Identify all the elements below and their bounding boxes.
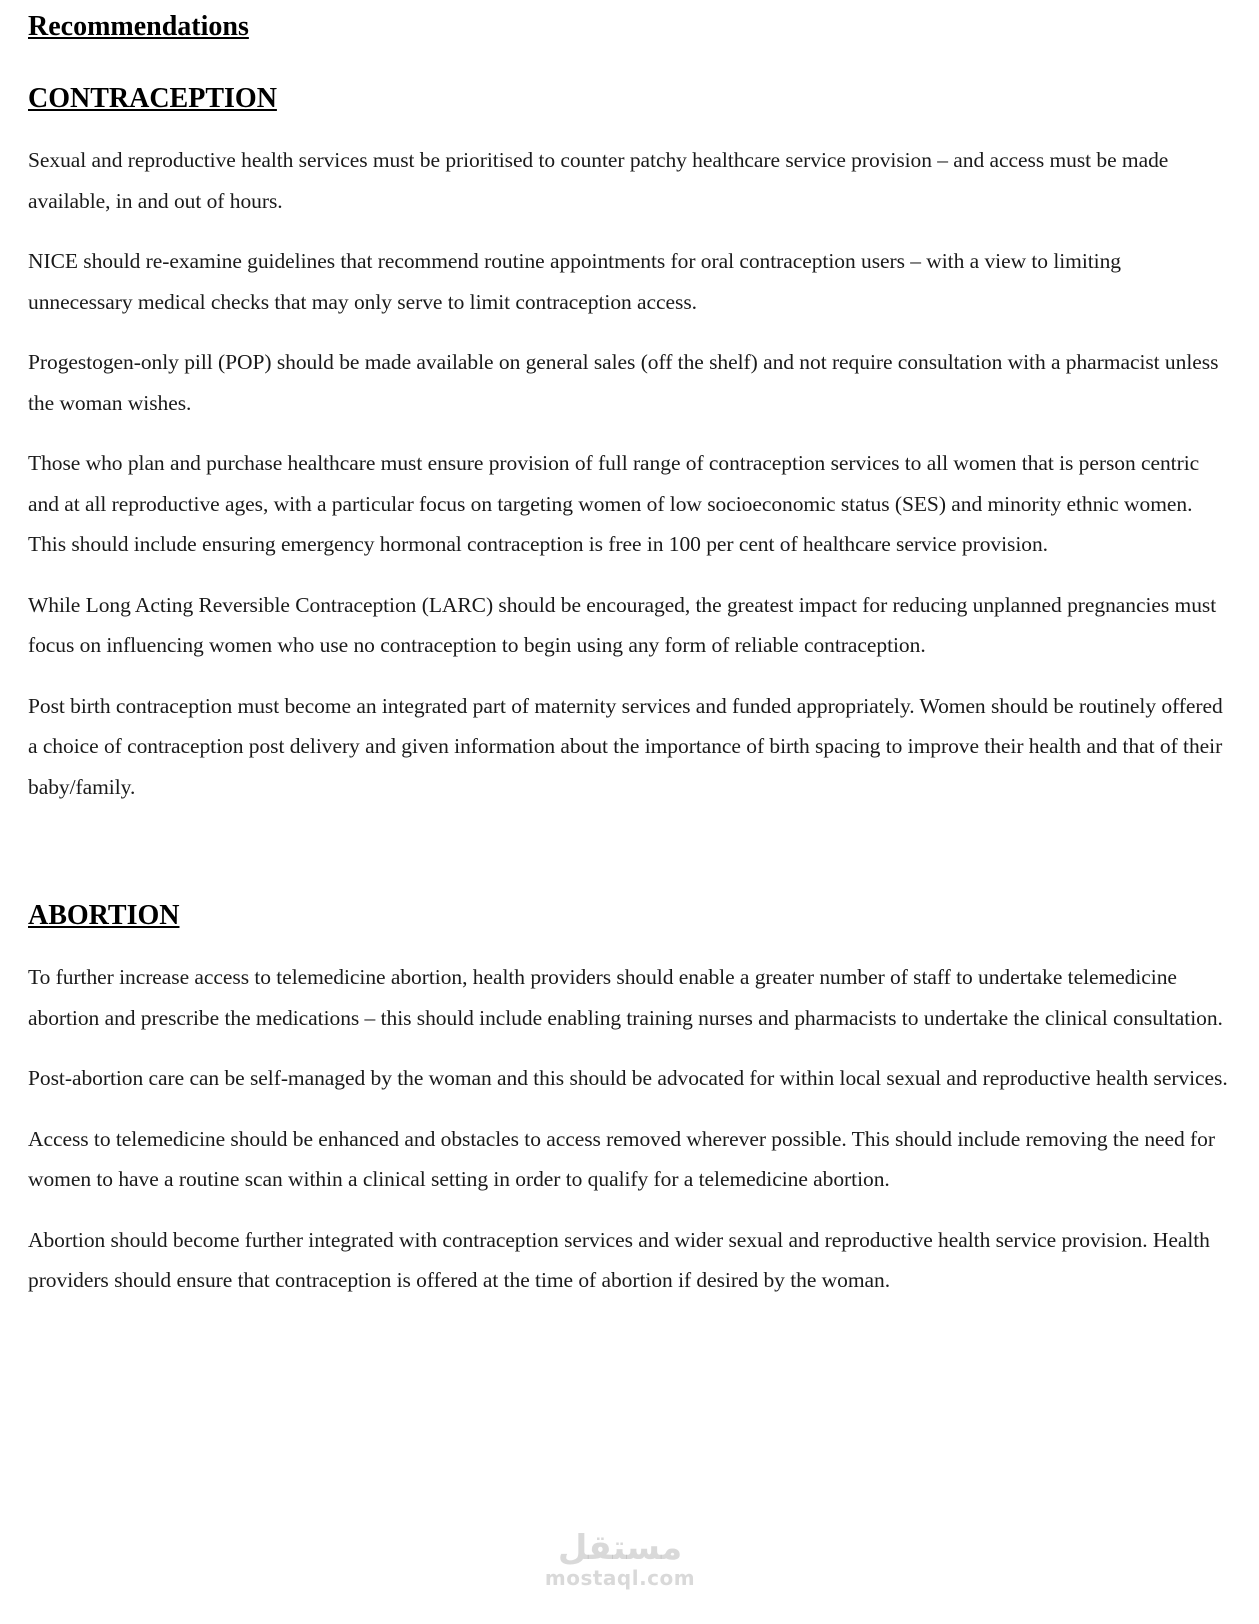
section-abortion bbox=[28, 897, 1228, 1301]
section-heading-contraception: CONTRACEPTION bbox=[28, 83, 277, 114]
watermark bbox=[540, 1530, 700, 1590]
watermark-site-text: mostaql.com bbox=[544, 1566, 696, 1590]
section-contraception bbox=[28, 80, 1228, 807]
document-page bbox=[28, 0, 1228, 1301]
paragraph: Abortion should become further integrated with contraception services and wider sexual and reproductive health service provision. Health providers should ensure that contraception is offered at the time of abortion if desired by the woman. bbox=[28, 1227, 1210, 1292]
paragraph: While Long Acting Reversible Contraception (LARC) should be encouraged, the greatest impact for reducing unplanned pregnancies must focus on influencing women who use no contraception to begin using any form of reliable contraception. bbox=[28, 592, 1217, 657]
paragraph: Sexual and reproductive health services must be prioritised to counter patchy healthcare service provision – and access must be made available, in and out of hours. bbox=[28, 148, 1169, 213]
watermark-logo: مستقل bbox=[557, 1528, 683, 1568]
document-title: Recommendations bbox=[28, 11, 249, 42]
section-heading-abortion: ABORTION bbox=[28, 900, 180, 931]
paragraph: Those who plan and purchase healthcare must ensure provision of full range of contraception services to all women that is person centric and at all reproductive ages, with a particular focus on targeting women of low socioeconomic status (SES) and minority ethnic women. This should include ensuring emergency hormonal contraception is free in 100 per cent of healthcare service provision. bbox=[28, 451, 1200, 556]
paragraph: To further increase access to telemedicine abortion, health providers should enable a greater number of staff to undertake telemedicine abortion and prescribe the medications – this should include enabling training nurses and pharmacists to undertake the clinical consultation. bbox=[28, 965, 1223, 1030]
paragraph: Post-abortion care can be self-managed by the woman and this should be advocated for within local sexual and reproductive health services. bbox=[28, 1066, 1228, 1090]
paragraph: Post birth contraception must become an integrated part of maternity services and funded appropriately. Women should be routinely offered a choice of contraception post delivery and given information about the importance of birth spacing to improve their health and that of their baby/family. bbox=[28, 693, 1223, 799]
paragraph: Progestogen-only pill (POP) should be made available on general sales (off the shelf) and not require consultation with a pharmacist unless the woman wishes. bbox=[28, 350, 1219, 415]
paragraph: Access to telemedicine should be enhanced and obstacles to access removed wherever possible. This should include removing the need for women to have a routine scan within a clinical setting in order to qualify for a telemedicine abortion. bbox=[28, 1126, 1215, 1191]
paragraph: NICE should re-examine guidelines that recommend routine appointments for oral contraception users – with a view to limiting unnecessary medical checks that may only serve to limit contraception access. bbox=[28, 249, 1122, 314]
